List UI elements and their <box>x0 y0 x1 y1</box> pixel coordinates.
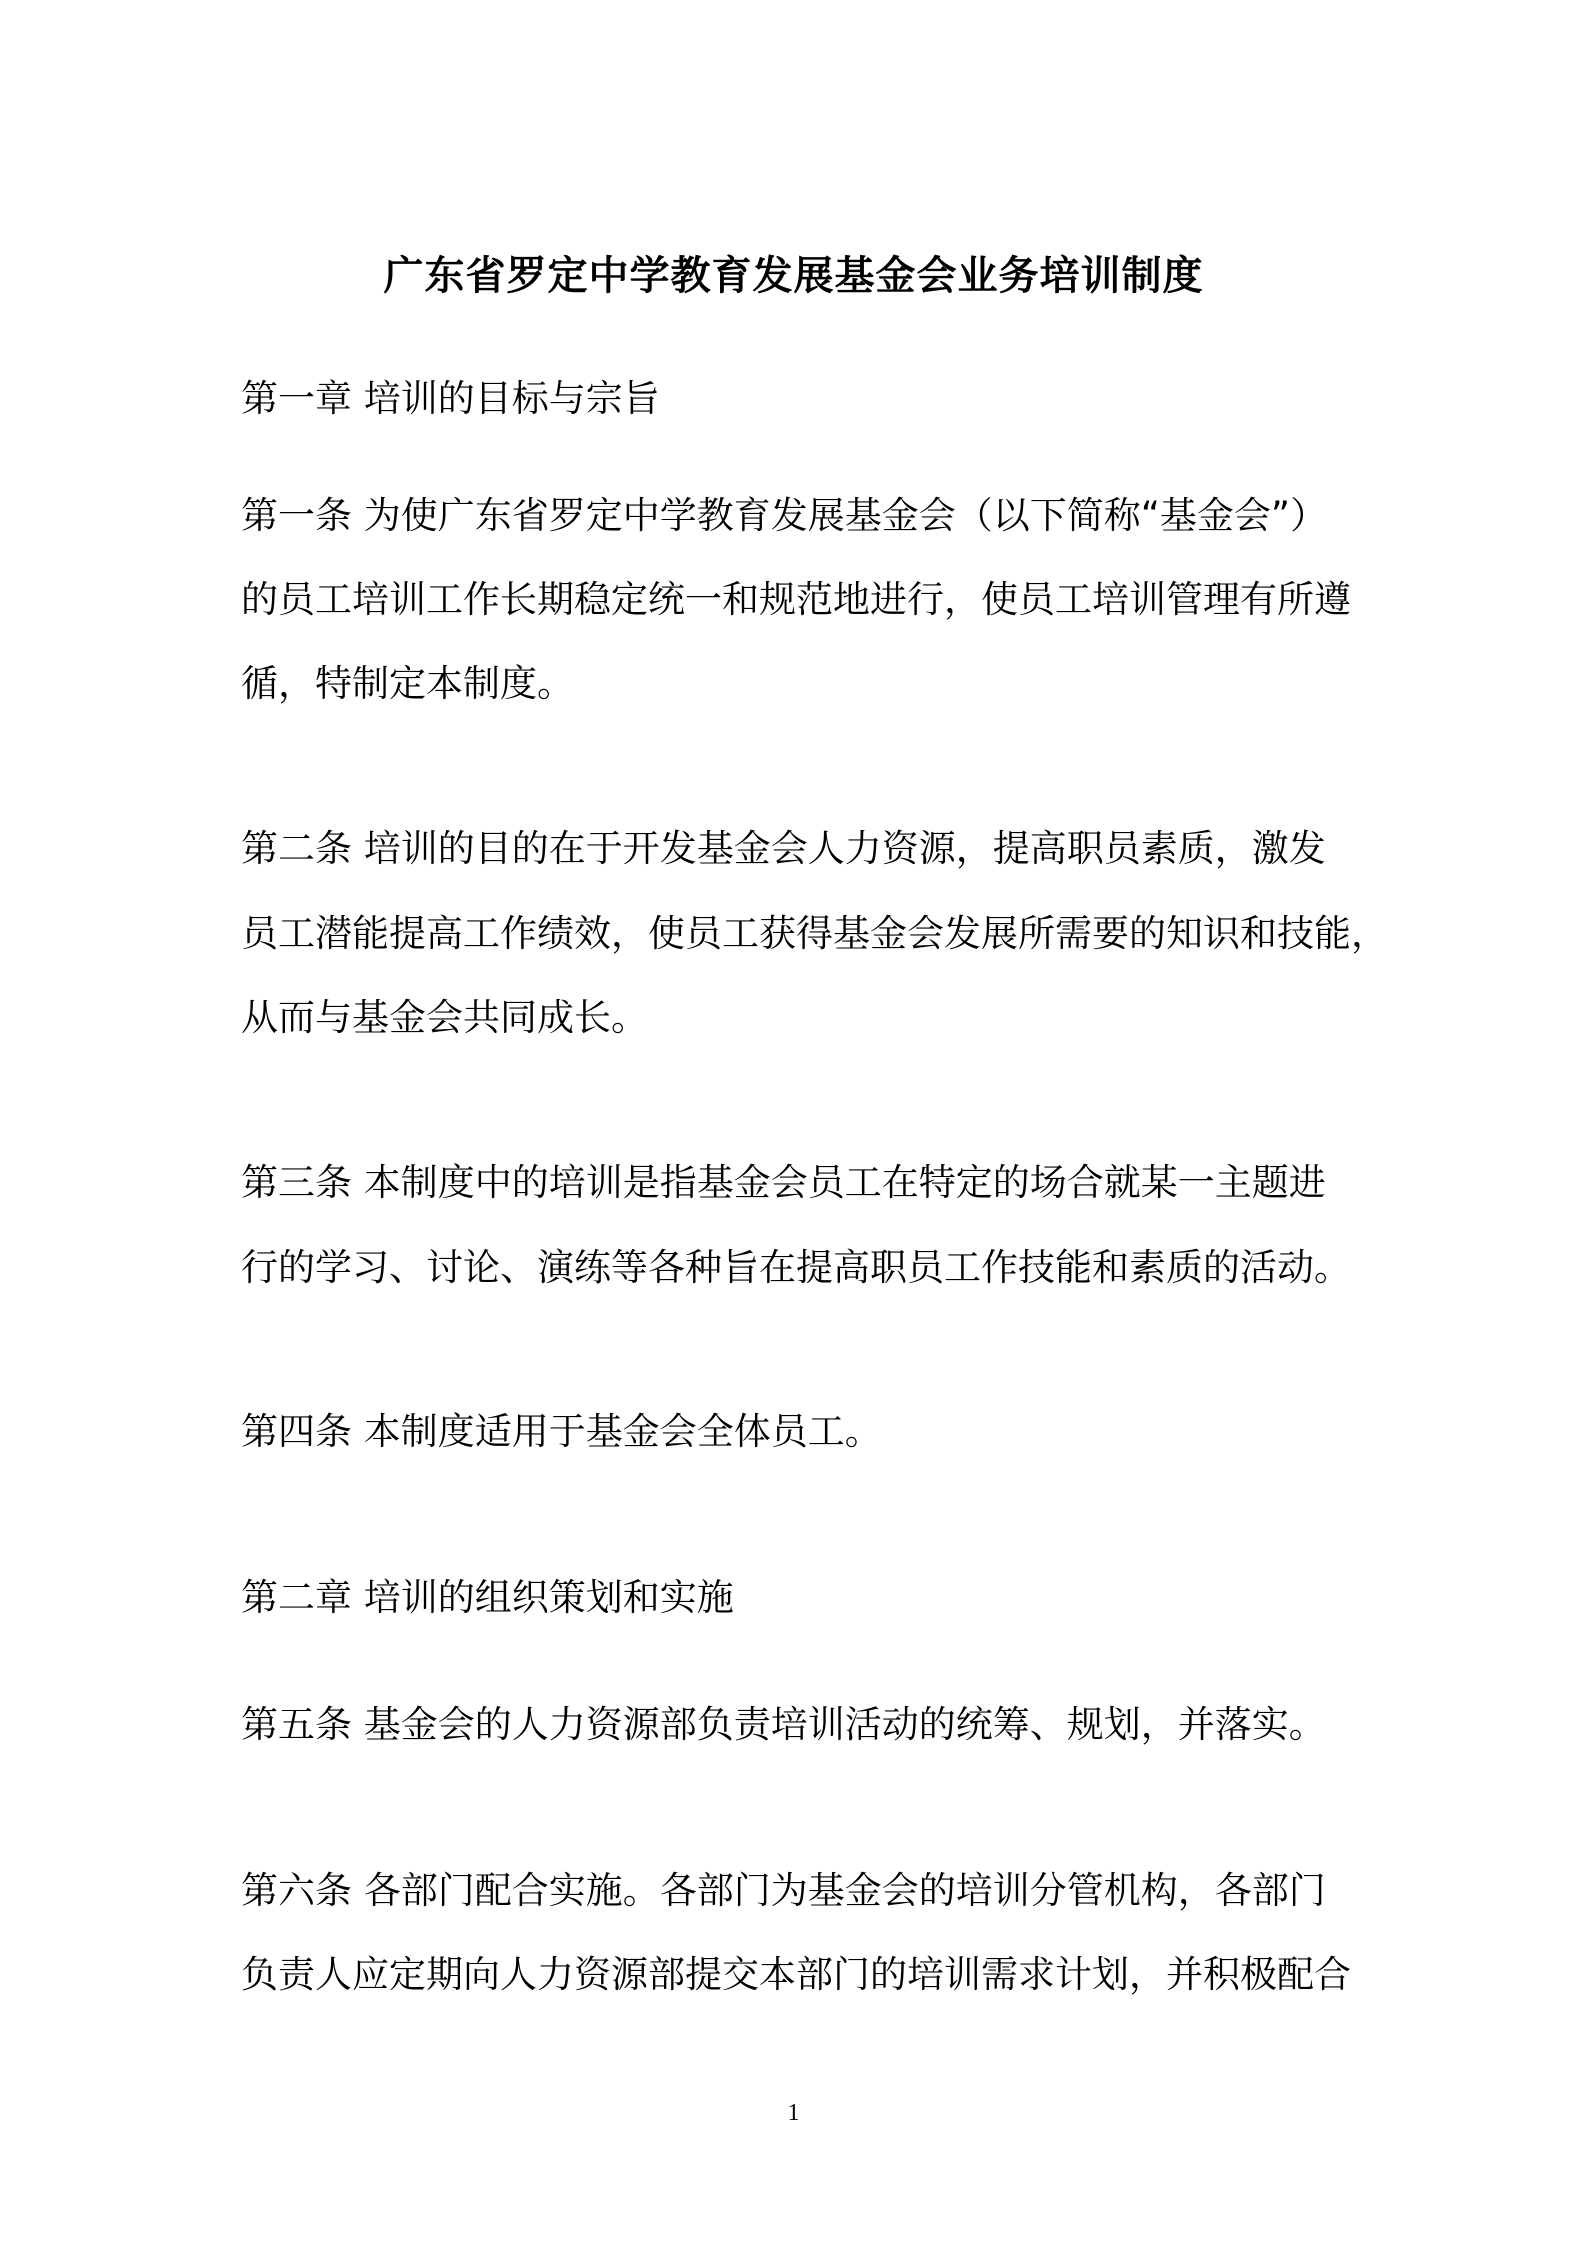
article-4-line-1: 第四条 本制度适用于基金会全体员工。 <box>241 1410 882 1453</box>
article-1-line-3: 循，特制定本制度。 <box>241 662 574 705</box>
article-6-line-1: 第六条 各部门配合实施。各部门为基金会的培训分管机构，各部门 <box>241 1869 1326 1912</box>
article-3-line-1: 第三条 本制度中的培训是指基金会员工在特定的场合就某一主题进 <box>241 1161 1326 1204</box>
page-number: 1 <box>787 2100 800 2126</box>
chapter-2-heading: 第二章 培训的组织策划和实施 <box>241 1576 734 1619</box>
document-title: 广东省罗定中学教育发展基金会业务培训制度 <box>383 253 1204 299</box>
article-2-line-1: 第二条 培训的目的在于开发基金会人力资源，提高职员素质，激发 <box>241 827 1326 870</box>
chapter-1-heading: 第一章 培训的目标与宗旨 <box>241 377 660 420</box>
article-2-line-3: 从而与基金会共同成长。 <box>241 996 648 1039</box>
article-3-line-2: 行的学习、讨论、演练等各种旨在提高职员工作技能和素质的活动。 <box>241 1246 1351 1289</box>
article-6-line-2: 负责人应定期向人力资源部提交本部门的培训需求计划，并积极配合 <box>241 1953 1351 1996</box>
article-1-line-1: 第一条 为使广东省罗定中学教育发展基金会（以下简称“基金会”） <box>241 494 1328 537</box>
article-2-line-2: 员工潜能提高工作绩效，使员工获得基金会发展所需要的知识和技能， <box>241 912 1388 955</box>
article-5-line-1: 第五条 基金会的人力资源部负责培训活动的统筹、规划，并落实。 <box>241 1703 1326 1746</box>
article-1-line-2: 的员工培训工作长期稳定统一和规范地进行，使员工培训管理有所遵 <box>241 578 1351 621</box>
